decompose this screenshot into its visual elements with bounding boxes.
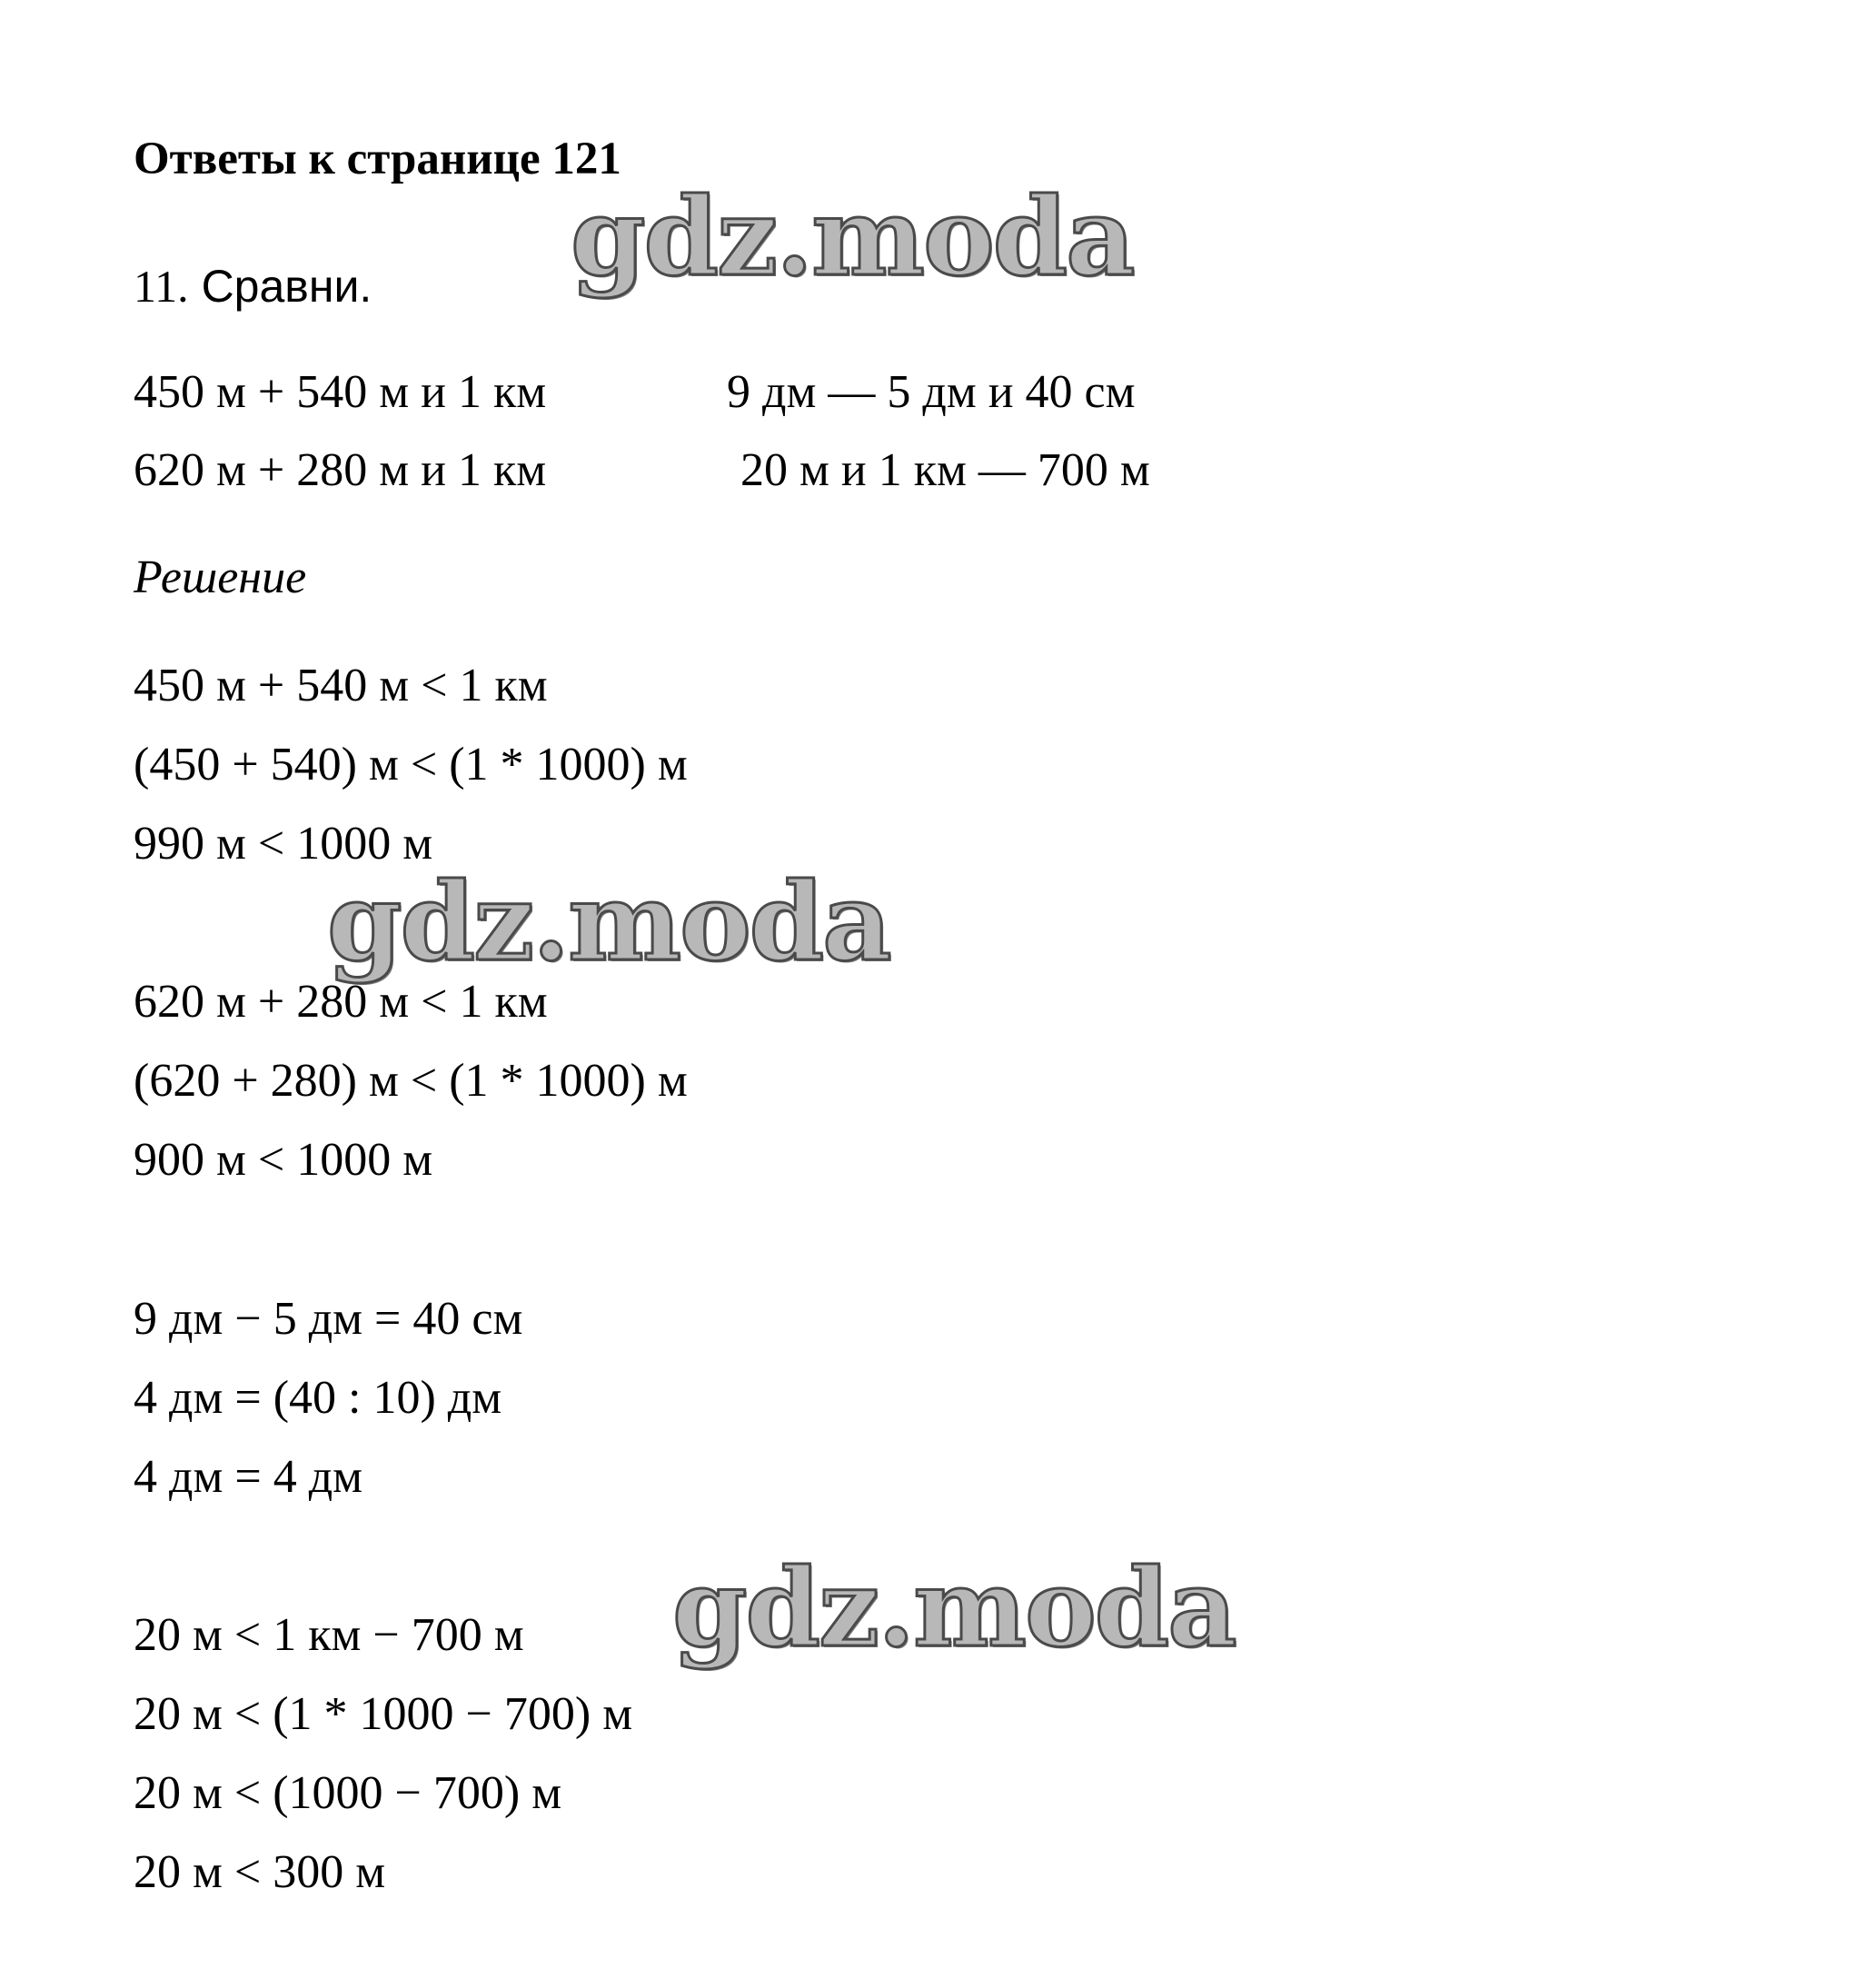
watermark: gdz.moda [571,174,1134,300]
solution-line: 9 дм − 5 дм = 40 см [134,1293,523,1345]
problem-row1-right: 9 дм — 5 дм и 40 см [727,366,1136,418]
watermark: gdz.moda [672,1545,1236,1671]
solution-line: 20 м < 1 км − 700 м [134,1609,524,1661]
solution-line: (450 + 540) м < (1 * 1000) м [134,739,688,790]
watermark: gdz.moda [327,859,890,985]
task-number: 11. [134,261,189,312]
solution-line: 620 м + 280 м < 1 км [134,976,548,1028]
solution-line: 20 м < 300 м [134,1846,386,1898]
problem-row2-right: 20 м и 1 км — 700 м [740,444,1150,496]
page-title: Ответы к странице 121 [134,134,621,184]
problem-row1-left: 450 м + 540 м и 1 км [134,366,547,418]
solution-line: 20 м < (1000 − 700) м [134,1767,562,1819]
solution-label: Решение [134,552,307,603]
solution-line: 450 м + 540 м < 1 км [134,660,548,711]
solution-line: 4 дм = (40 : 10) дм [134,1372,502,1424]
solution-line: 20 м < (1 * 1000 − 700) м [134,1688,633,1740]
solution-line: (620 + 280) м < (1 * 1000) м [134,1055,688,1107]
solution-line: 990 м < 1000 м [134,818,433,870]
task-text: Сравни. [201,261,372,312]
solution-line: 900 м < 1000 м [134,1134,433,1186]
solution-line: 4 дм = 4 дм [134,1451,363,1503]
problem-row2-left: 620 м + 280 м и 1 км [134,444,547,496]
task-heading [134,259,372,313]
